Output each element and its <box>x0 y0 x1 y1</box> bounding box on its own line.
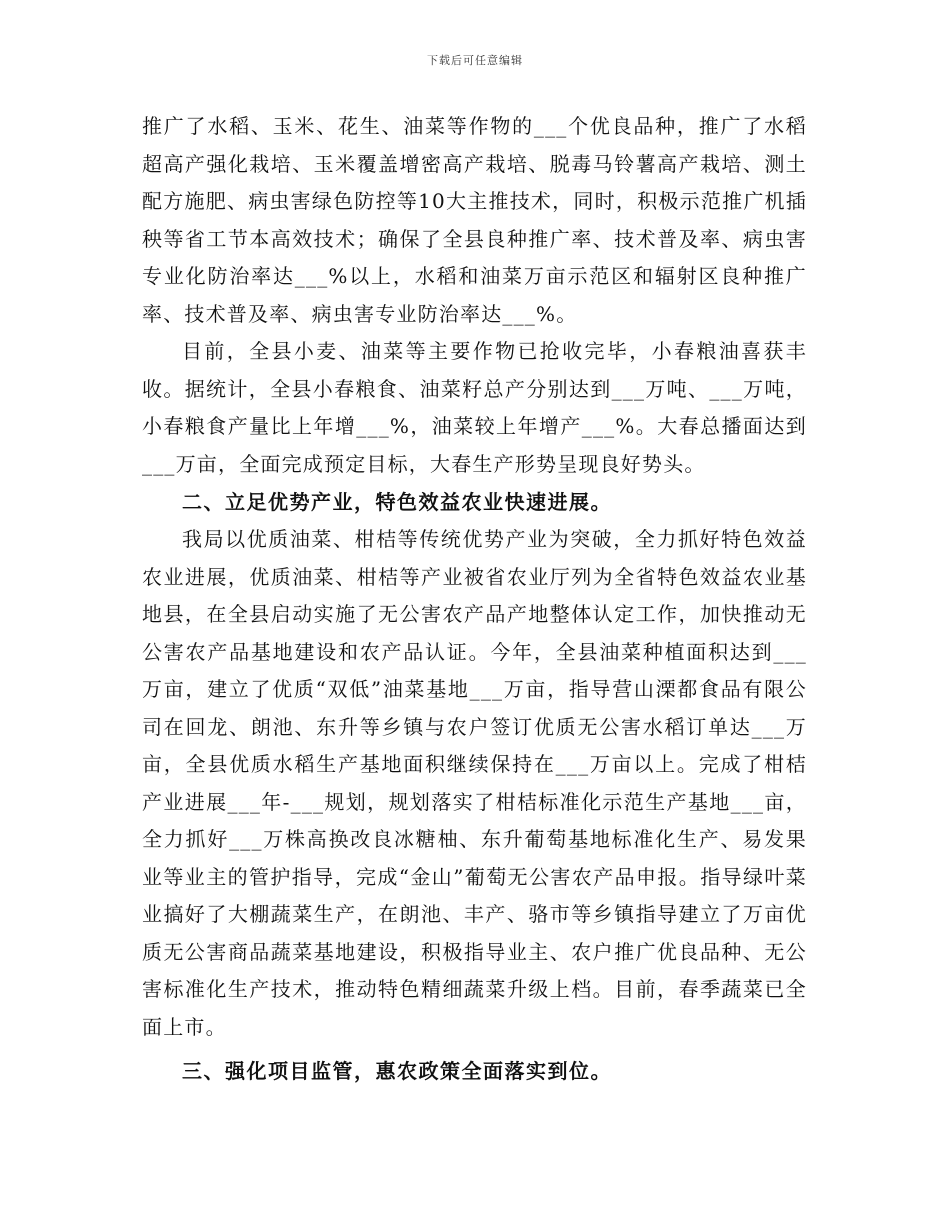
paragraph-crop-promotion: 推广了水稻、玉米、花生、油菜等作物的___个优良品种，推广了水稻超高产强化栽培、玉米覆盖增密高产栽培、脱毒马铃薯高产栽培、测土配方施肥、病虫害绿色防控等10大主推技术，同时，积极示范推广机插秧等省工节本高效技术；确保了全县良种推广率、技术普及率、病虫害专业化防治率达___%以上，水稻和油菜万亩示范区和辐射区良种推广率、技术普及率、病虫害专业防治率达___%。 <box>142 114 807 326</box>
section-heading-2: 二、立足优势产业，特色效益农业快速进展。 <box>182 490 612 514</box>
paragraph-harvest-status: 目前，全县小麦、油菜等主要作物已抢收完毕，小春粮油喜获丰收。据统计，全县小春粮食、油菜籽总产分别达到___万吨、___万吨，小春粮食产量比上年增___%，油菜较上年增产___%。大春总播面达到___万亩，全面完成预定目标，大春生产形势呈现良好势头。 <box>142 339 807 476</box>
paragraph-specialty-agriculture: 我局以优质油菜、柑桔等传统优势产业为突破，全力抓好特色效益农业进展，优质油菜、柑桔等产业被省农业厅列为全省特色效益农业基地县，在全县启动实施了无公害农产品产地整体认定工作，加快推动无公害农产品基地建设和农产品认证。今年，全县油菜种植面积达到___万亩，建立了优质“双低”油菜基地___万亩，指导营山溧都食品有限公司在回龙、朗池、东升等乡镇与农户签订优质无公害水稻订单达___万亩，全县优质水稻生产基地面积继续保持在___万亩以上。完成了柑桔产业进展___年-___规划，规划落实了柑桔标准化示范生产基地___亩，全力抓好___万株高换改良冰糖柚、东升葡萄基地标准化生产、易发果业等业主的管护指导，完成“金山”葡萄无公害农产品申报。指导绿叶菜业搞好了大棚蔬菜生产，在朗池、丰产、骆市等乡镇指导建立了万亩优质无公害商品蔬菜基地建设，积极指导业主、农户推广优良品种、无公害标准化生产技术，推动特色精细蔬菜升级上档。目前，春季蔬菜已全面上市。 <box>142 527 807 1039</box>
page-header: 下载后可任意编辑 <box>427 54 523 67</box>
section-heading-3: 三、强化项目监管，惠农政策全面落实到位。 <box>182 1059 612 1083</box>
document-body <box>142 108 807 1090</box>
